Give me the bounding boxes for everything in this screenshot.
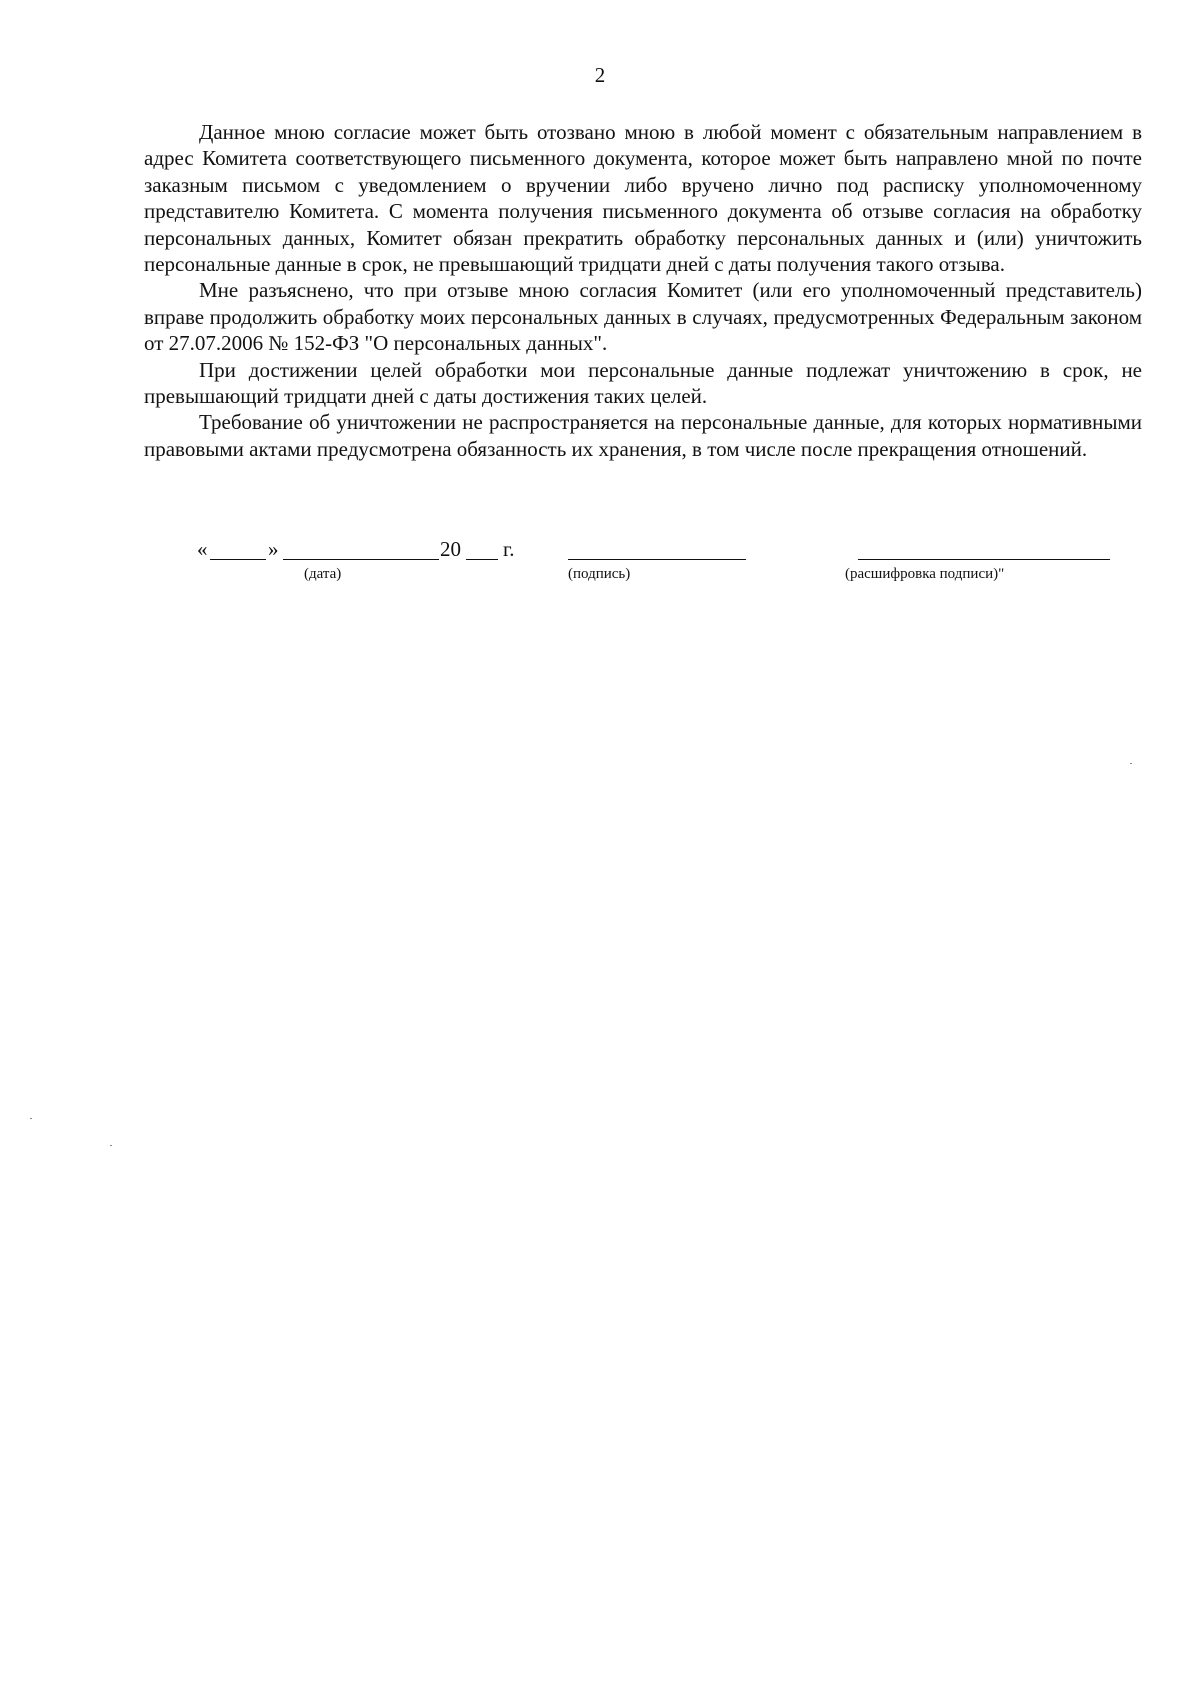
scan-speck bbox=[1130, 763, 1132, 764]
open-quote: « bbox=[197, 537, 208, 561]
close-quote: » bbox=[268, 537, 279, 561]
month-blank bbox=[283, 559, 439, 560]
document-body bbox=[144, 119, 1142, 462]
paragraph-storage-exception: Требование об уничтожении не распространяется на персональные данные, для которых нормативными правовыми актами предусмотрена обязанность их хранения, в том числе после прекращения отношений. bbox=[144, 410, 1142, 461]
signature-decoding-line bbox=[858, 559, 1110, 560]
day-blank bbox=[210, 559, 266, 560]
date-caption: (дата) bbox=[304, 566, 342, 582]
year-prefix: 20 bbox=[440, 537, 461, 561]
year-blank bbox=[466, 559, 498, 560]
paragraph-destruction-term: При достижении целей обработки мои персональные данные подлежат уничтожению в срок, не превышающий тридцати дней с даты достижения таких целей. bbox=[144, 357, 1142, 409]
scan-speck bbox=[110, 1145, 112, 1146]
signature-decoding-caption: (расшифровка подписи)" bbox=[845, 566, 1005, 582]
paragraph-processing-continuation: Мне разъяснено, что при отзыве мною согласия Комитет (или его уполномоченный представитель) вправе продолжить обработку моих персональных данных в случаях, предусмотренных Федеральным законом от 27.07.2006 № 152-ФЗ "О персональных данных". bbox=[144, 278, 1142, 356]
paragraph-consent-withdrawal: Данное мною согласие может быть отозвано мною в любой момент с обязательным направлением в адрес Комитета соответствующего письменного документа, которое может быть направлено мной по почте заказным письмом с уведомлением о вручении либо вручено лично под расписку уполномоченному представителю Комитета. С момента получения письменного документа об отзыве согласия на обработку персональных данных, Комитет обязан прекратить обработку персональных данных и (или) уничтожить персональные данные в срок, не превышающий тридцати дней с даты получения такого отзыва. bbox=[144, 120, 1142, 277]
signature-block bbox=[0, 537, 1200, 587]
signature-caption: (подпись) bbox=[568, 566, 631, 582]
signature-line bbox=[568, 559, 746, 560]
page-number: 2 bbox=[594, 63, 606, 87]
year-suffix: г. bbox=[503, 537, 515, 561]
scan-speck bbox=[30, 1118, 32, 1119]
